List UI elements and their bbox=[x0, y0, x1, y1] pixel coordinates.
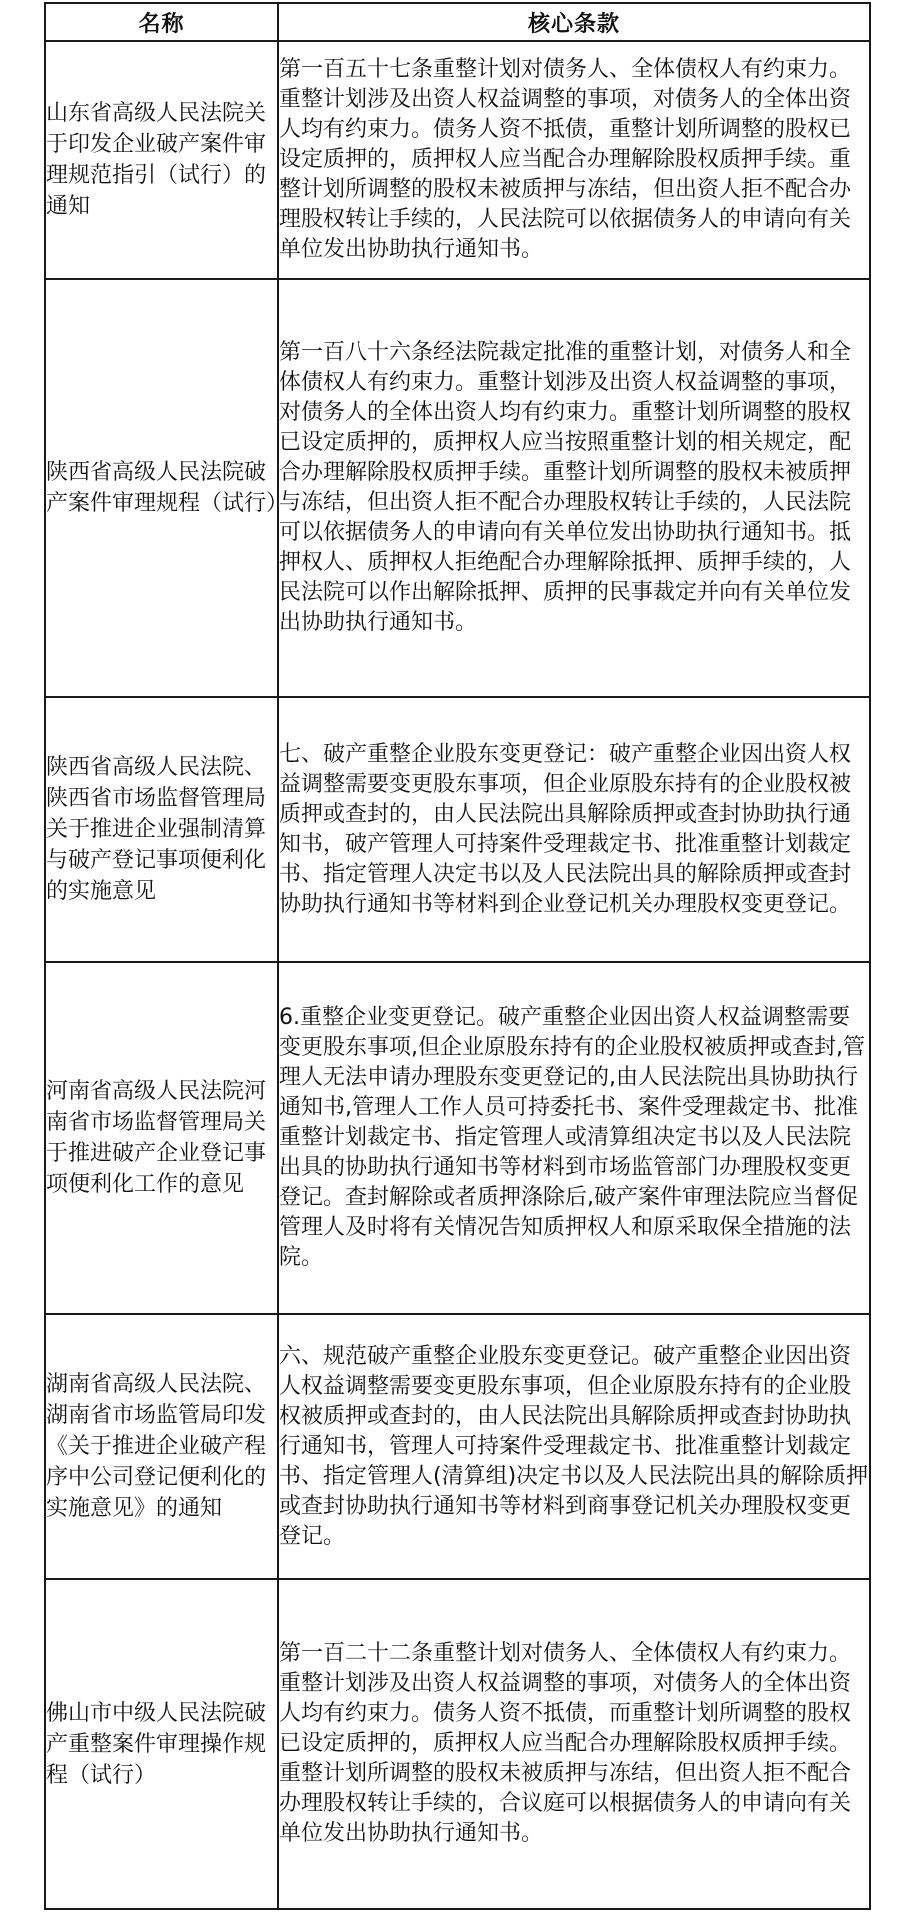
header-clause: 核心条款 bbox=[278, 3, 870, 41]
regulation-name-cell bbox=[45, 962, 278, 1314]
core-clause-text: 第一百二十二条重整计划对债务人、全体债权人有约束力。重整计划涉及出资人权益调整的事项，对债务人的全体出资人均有约束力。债务人资不抵债，而重整计划所调整的股权已设定质押的，质押权人应当配合办理解除股权质押手续。重整计划所调整的股权未被质押与冻结，但出资人拒不配合办理股权转让手续的，合议庭可以根据债务人的申请向有关单位发出协助执行通知书。 bbox=[279, 1641, 852, 1846]
table-row bbox=[45, 1579, 870, 1909]
regulation-name: 河南省高级人民法院河南省市场监督管理局关于推进破产企业登记事项便利化工作的意见 bbox=[46, 1079, 267, 1197]
regulation-name-cell bbox=[45, 697, 278, 962]
core-clause-text: 第一百五十七条重整计划对债务人、全体债权人有约束力。重整计划涉及出资人权益调整的事项，对债务人的全体出资人均有约束力。债务人资不抵债，重整计划所调整的股权已设定质押的，质押权人应当配合办理解除股权质押手续。重整计划所调整的股权未被质押与冻结，但出资人拒不配合办理股权转让手续的，人民法院可以依据债务人的申请向有关单位发出协助执行通知书。 bbox=[279, 57, 852, 262]
regulations-table-container bbox=[44, 2, 869, 1910]
core-clause-cell bbox=[278, 1579, 870, 1909]
core-clause-cell bbox=[278, 41, 870, 279]
regulation-name-cell bbox=[45, 1314, 278, 1579]
regulation-name: 陕西省高级人民法院、陕西省市场监督管理局关于推进企业强制清算与破产登记事项便利化的实施意见 bbox=[46, 755, 267, 904]
table-row bbox=[45, 279, 870, 697]
regulation-name-cell bbox=[45, 279, 289, 697]
regulation-name: 佛山市中级人民法院破产重整案件审理操作规程（试行） bbox=[46, 1700, 267, 1788]
table-row bbox=[45, 697, 870, 962]
regulation-name: 湖南省高级人民法院、湖南省市场监管局印发《关于推进企业破产程序中公司登记便利化的实施意见》的通知 bbox=[46, 1372, 267, 1521]
core-clause-cell bbox=[278, 279, 870, 697]
core-clause-cell bbox=[278, 697, 870, 962]
core-clause-cell bbox=[278, 962, 870, 1314]
regulation-name-cell bbox=[45, 1579, 278, 1909]
table-row bbox=[45, 962, 870, 1314]
regulation-name: 陕西省高级人民法院破产案件审理规程（试行） bbox=[46, 460, 289, 516]
regulation-name-cell bbox=[45, 41, 278, 279]
core-clause-cell bbox=[278, 1314, 870, 1579]
core-clause-text: 第一百八十六条经法院裁定批准的重整计划，对债务人和全体债权人有约束力。重整计划涉及出资人权益调整的事项，对债务人的全体出资人均有约束力。重整计划所调整的股权已设定质押的，质押权人应当按照重整计划的相关规定，配合办理解除股权质押手续。重整计划所调整的股权未被质押与冻结，但出资人拒不配合办理股权转让手续的，人民法院可以依据债务人的申请向有关单位发出协助执行通知书。抵押权人、质押权人拒绝配合办理解除抵押、质押手续的，人民法院可以作出解除抵押、质押的民事裁定并向有关单位发出协助执行通知书。 bbox=[279, 340, 852, 635]
header-name: 名称 bbox=[45, 3, 278, 41]
core-clause-text: 6.重整企业变更登记。破产重整企业因出资人权益调整需要变更股东事项,但企业原股东持有的企业股权被质押或查封,管理人无法申请办理股东变更登记的,由人民法院出具协助执行通知书,管理人工作人员可持委托书、案件受理裁定书、批准重整计划裁定书、指定管理人或清算组决定书以及人民法院出具的协助执行通知书等材料到市场监管部门办理股权变更登记。查封解除或者质押涤除后,破产案件审理法院应当督促管理人及时将有关情况告知质押权人和原采取保全措施的法院。 bbox=[279, 1005, 865, 1270]
table-row bbox=[45, 41, 870, 279]
core-clause-text: 七、破产重整企业股东变更登记：破产重整企业因出资人权益调整需要变更股东事项，但企业原股东持有的企业股权被质押或查封的，由人民法院出具解除质押或查封协助执行通知书，破产管理人可持案件受理裁定书、批准重整计划裁定书、指定管理人决定书以及人民法院出具的解除质押或查封协助执行通知书等材料到企业登记机关办理股权变更登记。 bbox=[279, 741, 852, 917]
regulations-table bbox=[44, 2, 871, 1910]
table-row bbox=[45, 1314, 870, 1579]
table-header-row bbox=[45, 3, 870, 41]
core-clause-text: 六、规范破产重整企业股东变更登记。破产重整企业因出资人权益调整需要变更股东事项，但企业原股东持有的企业股权被质押或查封的，由人民法院出具解除质押或查封协助执行通知书，管理人可持案件受理裁定书、批准重整计划裁定书、指定管理人(清算组)决定书以及人民法院出具的解除质押或查封协助执行通知书等材料到商事登记机关办理股权变更登记。 bbox=[279, 1343, 869, 1549]
regulation-name: 山东省高级人民法院关于印发企业破产案件审理规范指引（试行）的通知 bbox=[46, 101, 267, 219]
